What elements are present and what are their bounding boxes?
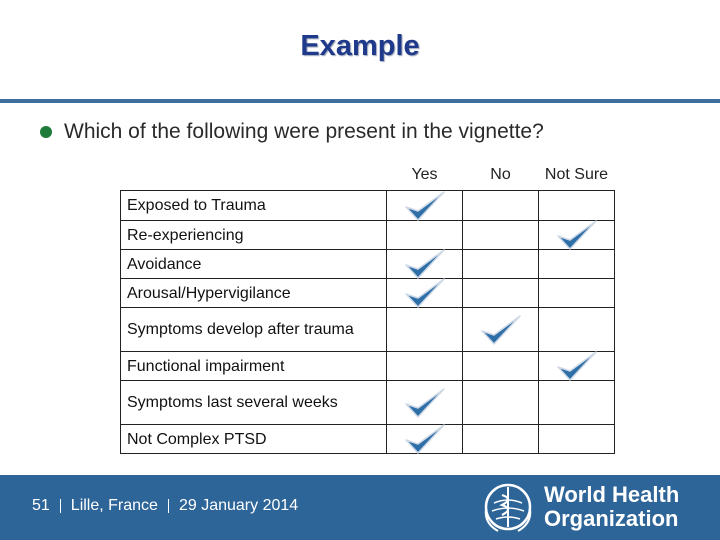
bullet-dot-icon: [40, 126, 52, 138]
slide-title: Example: [300, 30, 420, 62]
symptom-table: [120, 160, 615, 454]
answer-cell-not-sure: [539, 381, 615, 425]
header-yes: Yes: [411, 166, 438, 183]
row-label: Exposed to Trauma: [121, 191, 387, 221]
logo-line-2: Organization: [544, 506, 679, 531]
answer-cell-yes: [387, 308, 463, 352]
who-logo: [480, 479, 679, 535]
title-divider: [0, 99, 720, 103]
who-logo-text: [544, 483, 679, 531]
row-label: Functional impairment: [121, 352, 387, 381]
answer-cell-no: [463, 221, 539, 250]
row-label: Symptoms develop after trauma: [121, 308, 387, 352]
row-label: Symptoms last several weeks: [121, 381, 387, 425]
table-row: [121, 425, 615, 454]
table-row: [121, 250, 615, 279]
answer-cell-yes: [387, 352, 463, 381]
answer-cell-yes: [387, 381, 463, 425]
table-header-row: [121, 160, 615, 191]
answer-cell-yes: [387, 191, 463, 221]
answer-cell-yes: [387, 221, 463, 250]
table-row: [121, 191, 615, 221]
footer-separator: [60, 499, 61, 513]
row-label: Arousal/Hypervigilance: [121, 279, 387, 308]
table-row: [121, 308, 615, 352]
answer-cell-not-sure: [539, 221, 615, 250]
answer-cell-no: [463, 425, 539, 454]
table-row: [121, 221, 615, 250]
footer-location: Lille, France: [70, 497, 158, 514]
footer-bar: [0, 475, 720, 540]
row-label: Avoidance: [121, 250, 387, 279]
question-bullet: [40, 120, 544, 144]
answer-cell-not-sure: [539, 308, 615, 352]
who-emblem-icon: [480, 479, 536, 535]
answer-cell-no: [463, 279, 539, 308]
row-label: Re-experiencing: [121, 221, 387, 250]
answer-cell-no: [463, 352, 539, 381]
table-body: [121, 191, 615, 454]
checkmark-icon: [479, 313, 523, 347]
question-text: Which of the following were present in the vignette?: [64, 120, 544, 143]
checkmark-icon: [403, 189, 447, 223]
table-row: [121, 381, 615, 425]
header-not-sure: Not Sure: [544, 166, 609, 183]
footer-date: 29 January 2014: [178, 497, 299, 514]
checkmark-icon: [403, 386, 447, 420]
checkmark-icon: [403, 276, 447, 310]
answer-cell-not-sure: [539, 250, 615, 279]
footer-separator: [168, 499, 169, 513]
checkmark-icon: [555, 349, 599, 383]
answer-cell-yes: [387, 425, 463, 454]
answer-cell-not-sure: [539, 352, 615, 381]
answer-cell-no: [463, 191, 539, 221]
checkmark-icon: [403, 422, 447, 456]
logo-line-1: World Health: [544, 482, 680, 507]
row-label: Not Complex PTSD: [121, 425, 387, 454]
answer-cell-not-sure: [539, 191, 615, 221]
answer-cell-not-sure: [539, 279, 615, 308]
answer-cell-no: [463, 308, 539, 352]
header-no: No: [490, 166, 511, 183]
answer-cell-no: [463, 250, 539, 279]
footer-info: [32, 497, 298, 515]
header-blank: [121, 160, 387, 191]
answer-cell-not-sure: [539, 425, 615, 454]
table-row: [121, 279, 615, 308]
answer-cell-yes: [387, 279, 463, 308]
table-row: [121, 352, 615, 381]
answer-cell-yes: [387, 250, 463, 279]
checkmark-icon: [555, 218, 599, 252]
page-number: 51: [32, 497, 50, 514]
answer-cell-no: [463, 381, 539, 425]
